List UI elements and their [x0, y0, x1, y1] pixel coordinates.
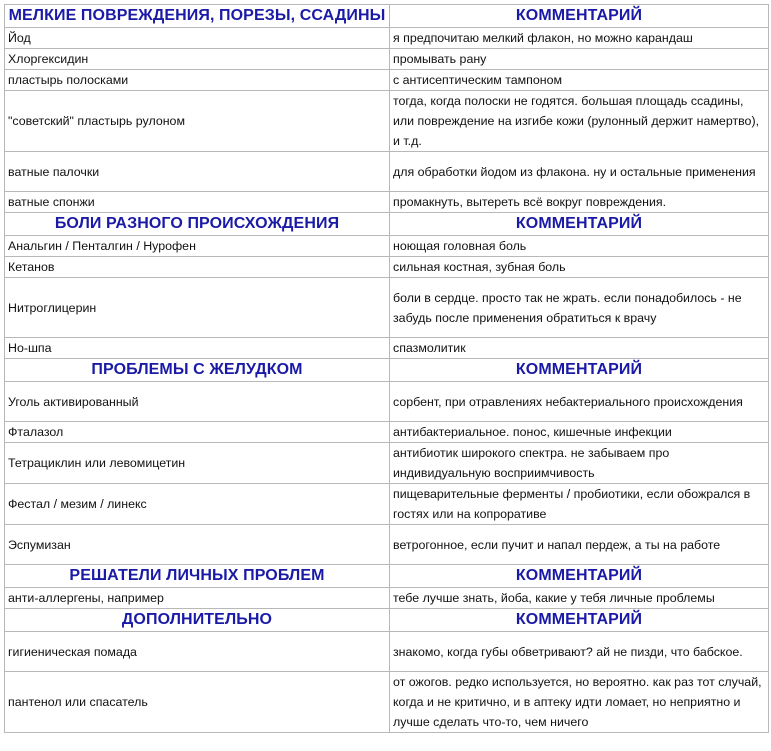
comment-cell: спазмолитик — [390, 338, 769, 359]
item-cell: ватные спонжи — [5, 192, 390, 213]
item-cell: ватные палочки — [5, 152, 390, 192]
table-row — [5, 422, 769, 443]
item-cell: Кетанов — [5, 257, 390, 278]
table-row — [5, 49, 769, 70]
comment-cell: сильная костная, зубная боль — [390, 257, 769, 278]
item-cell: "советский" пластырь рулоном — [5, 91, 390, 152]
table-row — [5, 338, 769, 359]
table-row — [5, 236, 769, 257]
comment-cell: боли в сердце. просто так не жрать. если понадобилось - не забудь после применения обратиться к врачу — [390, 278, 769, 338]
comment-cell: знакомо, когда губы обветривают? ай не пизди, что бабское. — [390, 632, 769, 672]
section-title: БОЛИ РАЗНОГО ПРОИСХОЖДЕНИЯ — [5, 213, 390, 236]
item-cell: Эспумизан — [5, 525, 390, 565]
first-aid-table — [4, 4, 769, 733]
table-row — [5, 672, 769, 733]
item-cell: Фестал / мезим / линекс — [5, 484, 390, 525]
section-header-row — [5, 565, 769, 588]
table-row — [5, 91, 769, 152]
item-cell: Фталазол — [5, 422, 390, 443]
item-cell: Тетрациклин или левомицетин — [5, 443, 390, 484]
comment-cell: от ожогов. редко используется, но вероятно. как раз тот случай, когда и не критично, и в аптеку идти ломает, но неприятно и лучше сделать что-то, чем ничего — [390, 672, 769, 733]
table-row — [5, 257, 769, 278]
comment-cell: промакнуть, вытереть всё вокруг повреждения. — [390, 192, 769, 213]
comment-cell: промывать рану — [390, 49, 769, 70]
comment-cell: тогда, когда полоски не годятся. большая площадь ссадины, или повреждение на изгибе кожи (рулонный держит намертво), и т.д. — [390, 91, 769, 152]
item-cell: пантенол или спасатель — [5, 672, 390, 733]
table-row — [5, 484, 769, 525]
comment-header: КОММЕНТАРИЙ — [390, 359, 769, 382]
table-row — [5, 70, 769, 91]
item-cell: Хлоргексидин — [5, 49, 390, 70]
comment-cell: антибиотик широкого спектра. не забываем про индивидуальную восприимчивость — [390, 443, 769, 484]
item-cell: Анальгин / Пенталгин / Нурофен — [5, 236, 390, 257]
table-row — [5, 278, 769, 338]
table-row — [5, 152, 769, 192]
table-row — [5, 28, 769, 49]
table-row — [5, 588, 769, 609]
table-row — [5, 443, 769, 484]
item-cell: Йод — [5, 28, 390, 49]
comment-header: КОММЕНТАРИЙ — [390, 565, 769, 588]
table-row — [5, 632, 769, 672]
section-header-row — [5, 609, 769, 632]
section-header-row — [5, 5, 769, 28]
section-title: РЕШАТЕЛИ ЛИЧНЫХ ПРОБЛЕМ — [5, 565, 390, 588]
item-cell: гигиеническая помада — [5, 632, 390, 672]
item-cell: Но-шпа — [5, 338, 390, 359]
table-row — [5, 192, 769, 213]
section-header-row — [5, 359, 769, 382]
section-title: ПРОБЛЕМЫ С ЖЕЛУДКОМ — [5, 359, 390, 382]
item-cell: анти-аллергены, например — [5, 588, 390, 609]
comment-cell: ветрогонное, если пучит и напал пердеж, а ты на работе — [390, 525, 769, 565]
table-row — [5, 525, 769, 565]
comment-header: КОММЕНТАРИЙ — [390, 5, 769, 28]
comment-cell: тебе лучше знать, йоба, какие у тебя личные проблемы — [390, 588, 769, 609]
comment-cell: сорбент, при отравлениях небактериального происхождения — [390, 382, 769, 422]
comment-header: КОММЕНТАРИЙ — [390, 609, 769, 632]
comment-cell: для обработки йодом из флакона. ну и остальные применения — [390, 152, 769, 192]
item-cell: Уголь активированный — [5, 382, 390, 422]
section-title: МЕЛКИЕ ПОВРЕЖДЕНИЯ, ПОРЕЗЫ, ССАДИНЫ — [5, 5, 390, 28]
comment-header: КОММЕНТАРИЙ — [390, 213, 769, 236]
section-header-row — [5, 213, 769, 236]
comment-cell: я предпочитаю мелкий флакон, но можно карандаш — [390, 28, 769, 49]
comment-cell: антибактериальное. понос, кишечные инфекции — [390, 422, 769, 443]
item-cell: пластырь полосками — [5, 70, 390, 91]
item-cell: Нитроглицерин — [5, 278, 390, 338]
comment-cell: с антисептическим тампоном — [390, 70, 769, 91]
section-title: ДОПОЛНИТЕЛЬНО — [5, 609, 390, 632]
comment-cell: пищеварительные ферменты / пробиотики, если обожрался в гостях или на копроративе — [390, 484, 769, 525]
comment-cell: ноющая головная боль — [390, 236, 769, 257]
table-row — [5, 382, 769, 422]
